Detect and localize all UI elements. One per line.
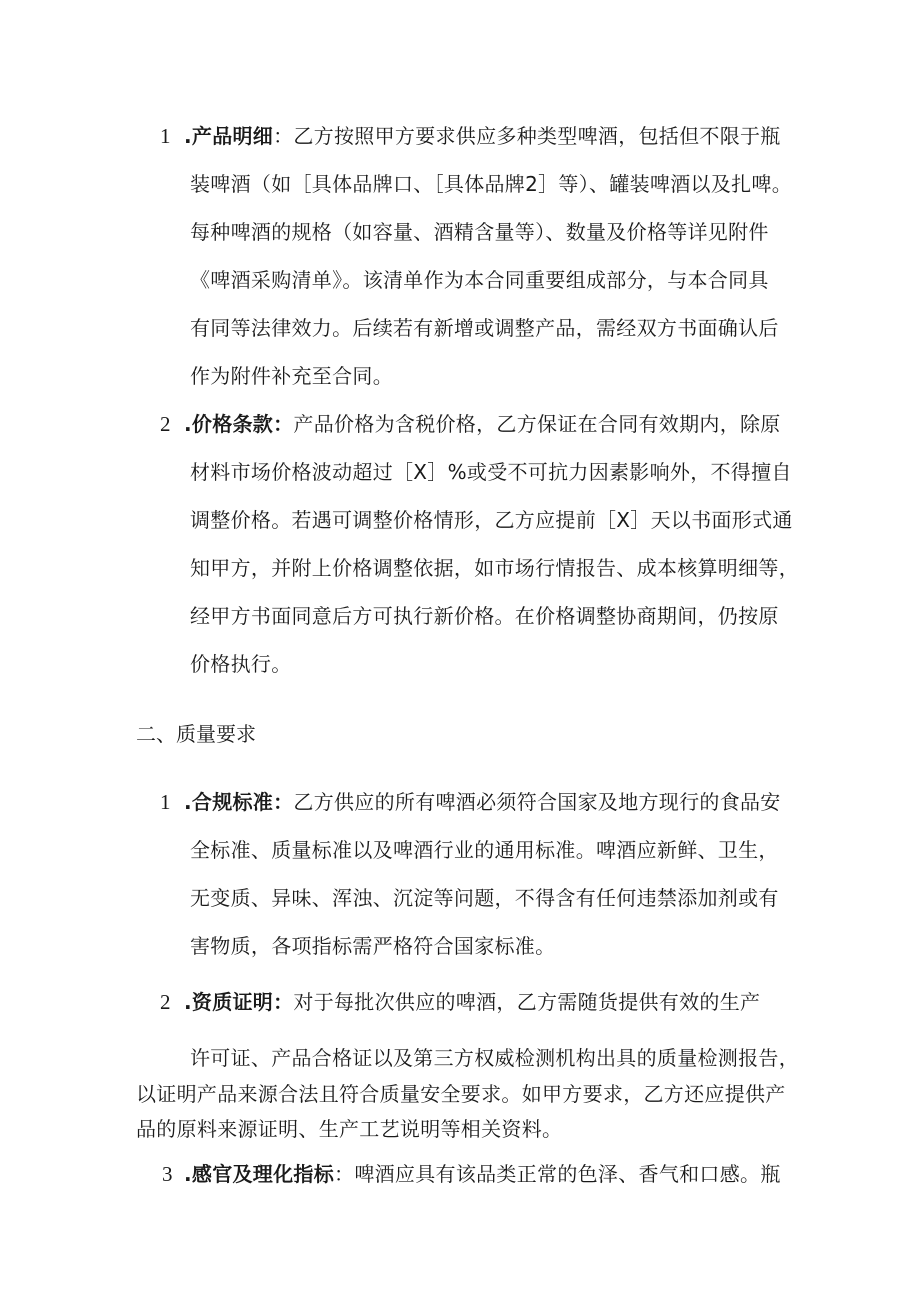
clause-title: 价格条款： [191,412,294,436]
clause-text: 对于每批次供应的啤酒，乙方需随货提供有效的生产 [293,990,761,1014]
clause-number: 3 [162,1162,173,1186]
clause-text-line: 品的原料来源证明、生产工艺说明等相关资料。 [136,1117,563,1141]
section-heading: 二、质量要求 [136,722,256,746]
clause-first-line [184,788,781,816]
clause-text: ：啤酒应具有该品类正常的色泽、香气和口感。瓶 [334,1162,781,1186]
clause-text-line: 全标准、质量标准以及啤酒行业的通用标准。啤酒应新鲜、卫生， [190,838,779,862]
clause-text-line: 价格执行。 [190,652,292,676]
clause-first-line [184,410,781,438]
clause-dot: . [184,790,192,814]
clause-number: 1 [160,790,171,814]
clause-text-line: 每种啤酒的规格（如容量、酒精含量等）、数量及价格等详见附件 [190,220,769,244]
clause-title: 感官及理化指标 [191,1162,335,1186]
clause-text-line: 装啤酒（如［具体品牌口、［具体品牌2］等）、罐装啤酒以及扎啤。 [190,172,793,196]
clause-text: 乙方供应的所有啤酒必须符合国家及地方现行的食品安 [293,790,781,814]
clause-number: 2 [160,412,171,436]
clause-text-line: 以证明产品来源合法且符合质量安全要求。如甲方要求，乙方还应提供产 [136,1082,786,1106]
clause-text-line: 知甲方，并附上价格调整依据，如市场行情报告、成本核算明细等， [190,556,799,580]
clause-text-line: 许可证、产品合格证以及第三方权威检测机构出具的质量检测报告， [190,1046,799,1070]
clause-text-line: 无变质、异味、浑浊、沉淀等问题，不得含有任何违禁添加剂或有 [190,886,779,910]
clause-first-line [184,122,781,150]
clause-first-line [184,1160,781,1188]
clause-text-line: 害物质，各项指标需严格符合国家标准。 [190,934,556,958]
clause-dot: . [184,124,192,148]
clause-text-line: 经甲方书面同意后方可执行新价格。在价格调整协商期间，仍按原 [190,604,779,628]
clause-text-line: 《啤酒采购清单》。该清单作为本合同重要组成部分，与本合同具 [190,268,769,292]
clause-text: 产品价格为含税价格，乙方保证在合同有效期内，除原 [293,412,781,436]
clause-number: 2 [160,990,171,1014]
clause-text-line: 调整价格。若遇可调整价格情形，乙方应提前［X］天以书面形式通 [190,508,793,532]
clause-title: 合规标准： [191,790,294,814]
clause-text: ：乙方按照甲方要求供应多种类型啤酒，包括但不限于瓶 [273,124,781,148]
clause-dot: . [184,1162,192,1186]
clause-first-line [184,988,760,1016]
clause-text-line: 有同等法律效力。后续若有新增或调整产品，需经双方书面确认后 [190,316,779,340]
clause-text-line: 作为附件补充至合同。 [190,364,393,388]
clause-dot: . [184,990,192,1014]
clause-text-line: 材料市场价格波动超过［X］%或受不可抗力因素影响外，不得擅自 [190,460,792,484]
clause-dot: . [184,412,192,436]
clause-number: 1 [160,124,171,148]
clause-title: 资质证明： [191,990,294,1014]
clause-title: 产品明细 [191,124,274,148]
